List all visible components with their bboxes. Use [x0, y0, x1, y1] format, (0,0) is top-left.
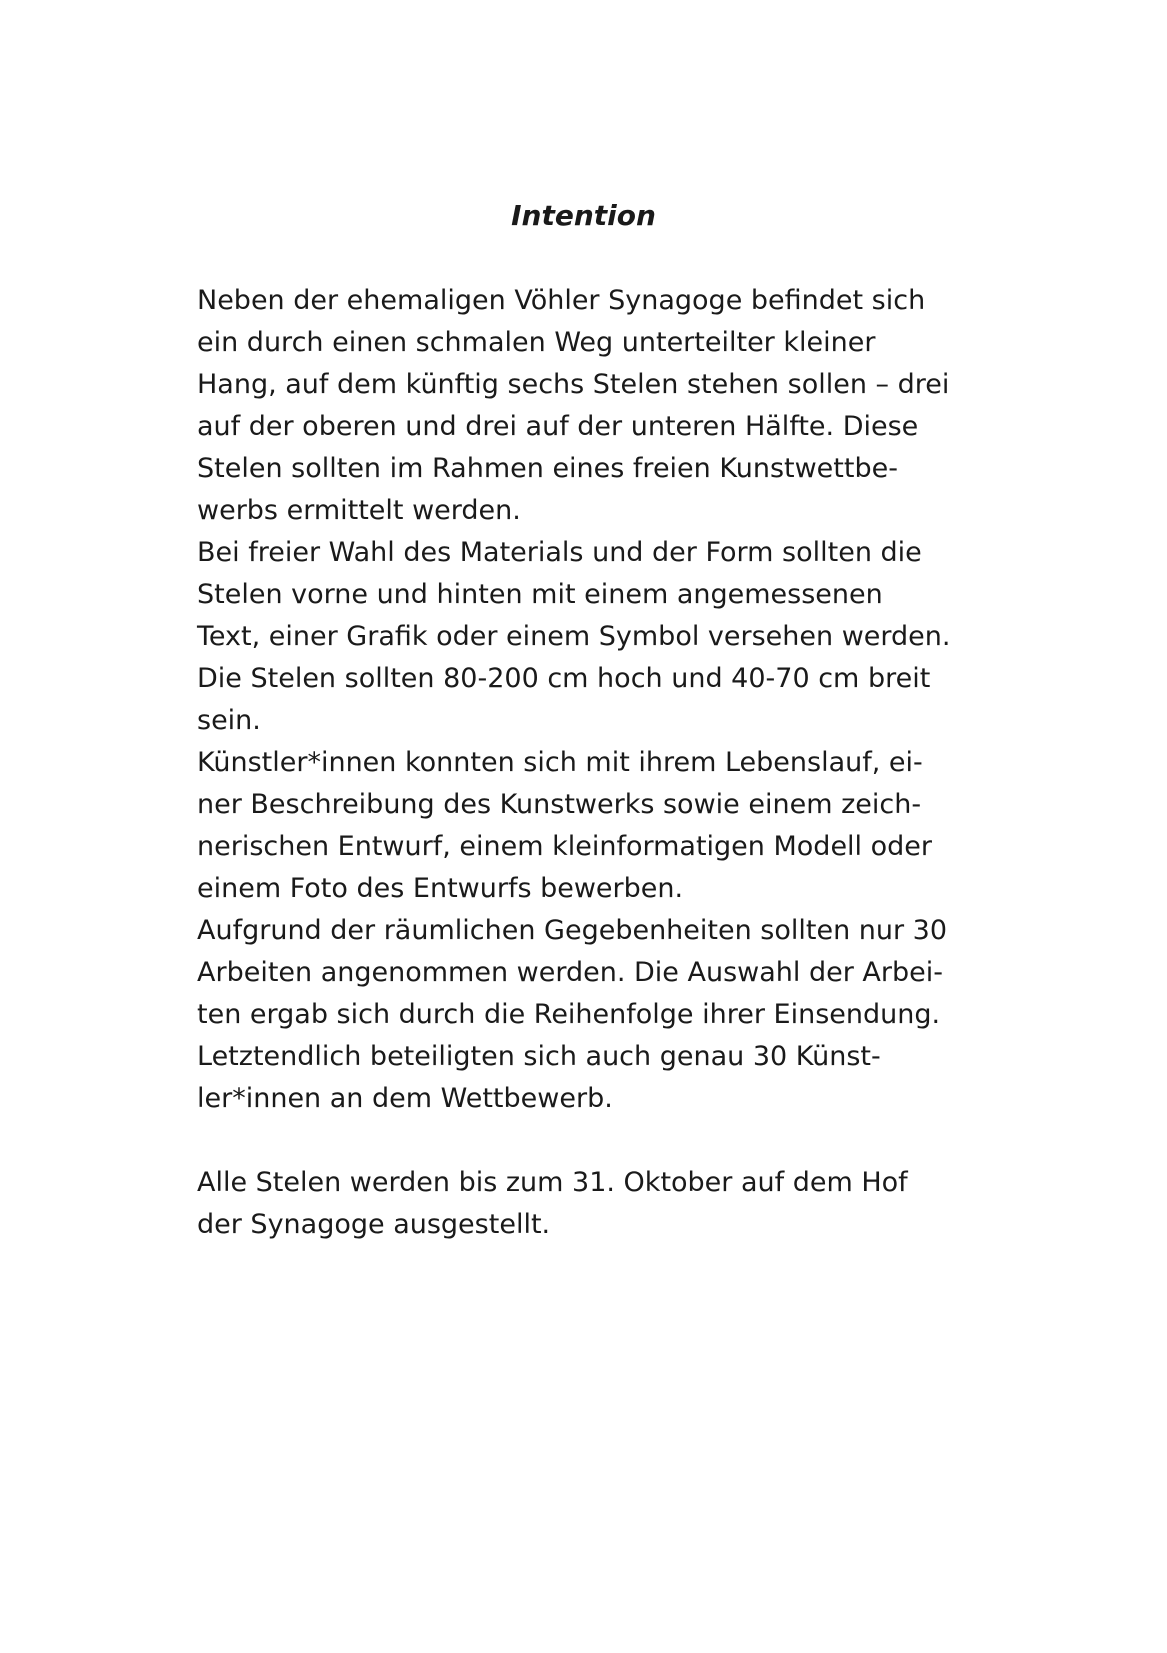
text-line: einem Foto des Entwurfs bewerben. [197, 873, 684, 904]
text-line: ler*innen an dem Wettbewerb. [197, 1083, 613, 1114]
text-line: Die Stelen sollten 80-200 cm hoch und 40-70 cm breit [197, 663, 931, 694]
text-line: Letztendlich beteiligten sich auch genau 30 Künst- [197, 1041, 881, 1072]
text-line: Bei freier Wahl des Materials und der Form sollten die [197, 537, 922, 568]
text-line: Neben der ehemaligen Vöhler Synagoge befindet sich [197, 285, 926, 316]
text-line: der Synagoge ausgestellt. [197, 1209, 551, 1240]
text-line: Arbeiten angenommen werden. Die Auswahl der Arbei- [197, 957, 943, 988]
text-line: werbs ermittelt werden. [197, 495, 521, 526]
text-line: ner Beschreibung des Kunstwerks sowie einem zeich- [197, 789, 922, 820]
page-title: Intention [511, 199, 656, 232]
text-line: Aufgrund der räumlichen Gegebenheiten sollten nur 30 [197, 915, 948, 946]
text-line: Stelen vorne und hinten mit einem angemessenen [197, 579, 883, 610]
text-line: auf der oberen und drei auf der unteren Hälfte. Diese [197, 411, 919, 442]
text-line: ten ergab sich durch die Reihenfolge ihrer Einsendung. [197, 999, 941, 1030]
text-line: nerischen Entwurf, einem kleinformatigen Modell oder [197, 831, 933, 862]
body-text [197, 280, 997, 1246]
text-line: sein. [197, 705, 261, 736]
text-line: ein durch einen schmalen Weg unterteilter kleiner [197, 327, 876, 358]
text-line: Stelen sollten im Rahmen eines freien Kunstwettbe- [197, 453, 898, 484]
text-line: Hang, auf dem künftig sechs Stelen stehen sollen – drei [197, 369, 950, 400]
text-line: Text, einer Grafik oder einem Symbol versehen werden. [197, 621, 951, 652]
text-line: Alle Stelen werden bis zum 31. Oktober auf dem Hof [197, 1167, 908, 1198]
text-line: Künstler*innen konnten sich mit ihrem Lebenslauf, ei- [197, 747, 923, 778]
paragraph-gap [197, 1120, 997, 1162]
